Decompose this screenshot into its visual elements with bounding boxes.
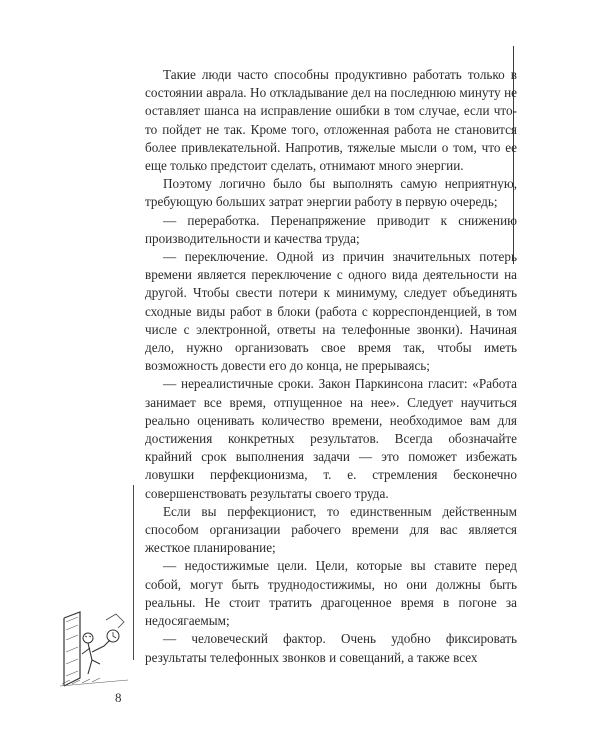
paragraph: — переключение. Одной из причин значительных потерь времени является переключение с одного вида деятельности на другой. Чтобы свести потери к минимуму, следует объединять сходные виды работ в блоки (работа с корреспонденцией, в том числе с электронной, ответы на телефонные звонки). Начиная дело, нужно организовать свое время так, чтобы иметь возможность довести его до конца, не прерываясь; (145, 249, 517, 374)
paragraph: — недостижимые цели. Цели, которые вы ставите перед собой, могут быть труднодостижимы, но они должны быть реальны. Не стоит тратить драгоценное время в погоне за недосягаемым; (145, 558, 517, 629)
paragraph: — человеческий фактор. Очень удобно фиксировать результаты телефонных звонков и совещаний, а также всех (145, 631, 517, 665)
paragraph: Поэтому логично было бы выполнять самую неприятную, требующую больших затрат энергии работу в первую очередь; (145, 176, 517, 210)
paragraph: — нереалистичные сроки. Закон Паркинсона гласит: «Работа занимает все время, отпущенное на нее». Следует научиться реально оценивать количество времени, необходимое вам для достижения конкретных результатов. Всегда обозначайте крайний срок выполнения задачи — это поможет избежать ловушки перфекционизма, т. е. стремления бесконечно совершенствовать результаты своего труда. (145, 376, 517, 501)
man-in-doorway-sketch-illustration (58, 600, 133, 688)
paragraph: — переработка. Перенапряжение приводит к снижению производительности и качества труда; (145, 212, 517, 246)
page-number: 8 (115, 690, 122, 705)
body-text (145, 66, 517, 667)
decorative-vertical-rule-left (133, 485, 134, 660)
paragraph: Такие люди часто способны продуктивно работать только в состоянии аврала. Но откладывание дел на последнюю минуту не оставляет шанса на исправление ошибки в том случае, если что-то пойдет не так. Кроме того, отложенная работа не становится более привлекательной. Напротив, тяжелые мысли о том, что ее еще только предстоит сделать, отнимают много энергии. (145, 67, 517, 174)
paragraph: Если вы перфекционист, то единственным действенным способом организации рабочего времени для вас является жесткое планирование; (145, 503, 517, 556)
